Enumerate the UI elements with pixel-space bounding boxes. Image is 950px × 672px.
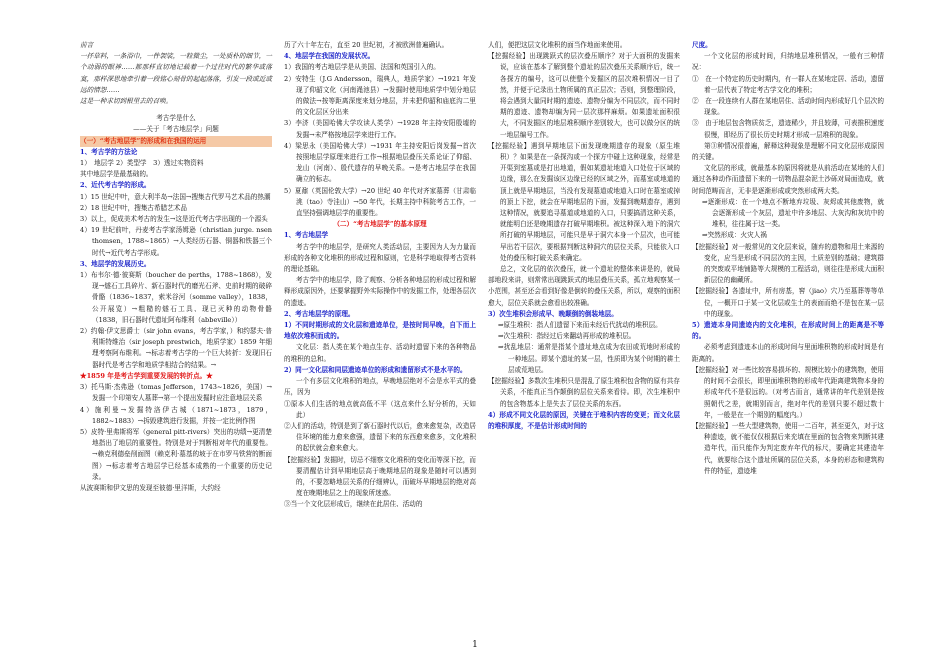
paragraph: 【挖掘经验】出现跳跃式的层次叠压顺序？对于大面积的发掘来说，应该在基本了解到整个遗址的层次叠压关系顺序后，统一各探方的编号，这可以使整个发掘区的层次堆积情况一目了然，并便于记录出土物所属的真正层次；否则，到整理阶段，将会遇到大量同时期的遗迹、遗物分编为不同层次，而不同时期的遗迹、遗物却编为同一层次那样麻烦。如果遗址面积很大，不同发掘区的地层堆积顺序差别较大，也可以做分区的统一地层编号工作。 xyxy=(488,52,680,139)
paragraph: 4）形成不同文化层的原因，关键在于堆积内容的变更；而文化层的堆积厚度，不是估计形成时间的 xyxy=(488,410,680,430)
paragraph: 4）19 世纪前叶，丹麦考古学家汤姆逊（christian jurge. nsen thomsen，1788~1865）→人类经历石器、铜器和铁器三个时代→近代考古学形成。 xyxy=(80,226,272,257)
paragraph: ⇒突然形成：火灾人祸 xyxy=(702,231,767,240)
paragraph: ② 在一段连续有人群在某地居住、活动时间内形成好几个层次的现象。 xyxy=(692,97,884,117)
paragraph: 3、地层学的发展历史。 xyxy=(80,259,151,268)
paragraph: 1、考古地层学 xyxy=(284,231,329,240)
paragraph: 【挖掘经验】发掘时，切忌不细察文化堆积的变化而等深下挖，而要清醒估计到早期地层高于晚期地层的现象是随时可以遇到的，不要忽略地层关系的仔细辨认，而破坏早期地层的绝对高度在晚期地层之上的现象所迷惑。 xyxy=(284,455,476,498)
paragraph: 2）18 世纪中叶，搜集古希腊艺术品 xyxy=(80,203,187,212)
column-2 xyxy=(284,40,476,511)
paragraph: 一抔草料，一条浴巾，一件袈裟，一粒微尘，一处质朴的细节，一个动弱的眼神……都那样直切地记载着一个过往时代的繁华或落寞，那样深思地牵引着一段铭心刻骨的起起落落，引发一段或近或远的情怨…… xyxy=(80,52,272,94)
paragraph: 5）夏鼐（英国伦敦大学）→20 世纪 40 年代对齐家墓葬（甘肃临洮（tao）寺洼山）→50 年代，长期主持中科院考古工作，一直坚持强调地层学的重要性。 xyxy=(284,186,476,218)
paragraph: 【挖掘经验】一些大型建筑物，使用一二百年，甚至更久，对于这种遗迹，就不能仅仅根据后来充填在里面的包含物来判断其建造年代，而只能作为判定废弃年代的标尺，要确定其建造年代，就要综合这个遗址所属的层位关系，本身的形态和建筑构件的特征，遗迹堆 xyxy=(692,421,884,475)
paragraph: 【挖掘经验】对一些比较容易损坏的、规模比较小的建筑物，使用的时间不会很长，即里面堆积物的形成年代距离建筑物本身的形成年代不是很远的。（对考古而言，通常讲的年代差别是按照朝代之差，就期别而言，绝对年代的差别只要不超过数十年，一般是在一个期别的幅度内。） xyxy=(692,365,884,419)
paragraph: 1） 地层学 2）类型学 3）透过实物资料 xyxy=(80,159,204,168)
paragraph: 2、考古地层学的原理。 xyxy=(284,309,355,318)
paragraph: 2）约翰·伊文思爵士（sir john evans，考古学家，）和约瑟夫·普利斯特维治（sir joseph prestwich，地质学家）1859 年细理考察阿布维利。→标志着考古学的一个巨大转折：发现旧石器时代是考古学和地质学相结合的结果。→ xyxy=(80,327,272,369)
paragraph: 第③种情况很普遍，解释这种现象是理解不同文化层形成原因的关键。 xyxy=(692,141,884,162)
paragraph: 从波赛斯和伊文思的发现至彼德·里洋斯，大约经 xyxy=(80,483,221,492)
paragraph: 其中地层学是最基础的。 xyxy=(80,170,153,179)
paragraph: 2、近代考古学的形成。 xyxy=(80,181,151,190)
paragraph: 【挖掘经验】对一般常见的文化层来说，随弃的遗物和用土来源的变化，应当是形成不同层次的主因，土质差别的基础；建筑群的突废或平地铺路等大规模的工程活动，则往往是形成大面积新层位的幽藏所。 xyxy=(692,242,884,285)
paragraph: ⇒原生堆积：指人们遗留下来而未经后代扰动的堆积层。 xyxy=(498,321,662,330)
paragraph: ③当一个文化层形成后，继续在此居住、活动的 xyxy=(284,500,423,509)
paragraph: ③ 由于地层包含物质贫乏，遗迹稀少，并且较薄，可表推积速度很慢，即经历了很长历史时期才形成一层堆积的现象。 xyxy=(692,119,884,139)
paragraph: 文化层：指人类在某个地点生存、活动时遗留下来的各种物品的堆积的总和。 xyxy=(284,343,476,363)
paragraph: 考古学是什么 xyxy=(156,114,196,123)
paragraph: 5）皮特·里弗斯将军（general pitt-rivers）突出的功绩→更清楚地指出了地层的重要性。特别是对于判断相对年代的重要性。→赖克利德垒削面图（赖克利·墓基的坡于在市罗马铁营的断面图）→标志着考古地层学已经基本成熟的一个重要的历史记录。 xyxy=(80,427,272,481)
paragraph: ——关于「考古地层学」问题 xyxy=(133,125,219,134)
paragraph: 必须考虑到遗迹本山的形成时间与里面堆积物的形成时间是有距离的。 xyxy=(692,343,884,363)
paragraph: 尺度。 xyxy=(692,41,712,49)
paragraph: 1）15 世纪中叶，意大利半岛→法国→搜集古代罗马艺术品的热潮 xyxy=(80,192,271,201)
paragraph: 人们，便把这层文化堆积的面当作地面来使用。 xyxy=(488,41,627,49)
paragraph: 这是一种求切到根里去的召唤。 xyxy=(80,97,173,106)
paragraph: 1、考古学的方法论 xyxy=(80,147,138,156)
paragraph: ⇒扰乱地层：通常是指某个遗址地点成为农田或荒地时形成的一种地层。即某个遗址的某一层，性质即为某个时期的耕土层或荒地层。 xyxy=(498,343,680,374)
paragraph: ⇒逐渐形成：在一个地点不断地弃垃圾、灰烬或其他废物，就会逐渐形成一个灰层，遗址中许多地层、大灰沟和灰坑中的堆积，往往属于这一类。 xyxy=(702,197,884,229)
column-1 xyxy=(80,40,272,494)
paragraph: 5）遗迹本身同遗迹内的文化堆积，在形成时间上的距离是不等的。 xyxy=(692,321,884,341)
paragraph: 4）梁思永（美国哈佛大学）→1931 年主持安阳后岗发掘→首次按照地层学原理来进行工作→根据地层叠压关系论证了仰韶、龙山（河南）、殷代遗存的早晚关系。→是考古地层学在我国确立的标志。 xyxy=(284,141,476,184)
paragraph: 2）同一文化层和同层遗迹单位的形成和遗留形式不是水平的。 xyxy=(284,365,467,374)
paragraph: 总之，文化层的依次叠压，就一个遗址的整体来讲是的，就局部地段来讲，则常常出现跳跃式的地层叠压关系，孤立地观察某一小范围，甚至还会看到好像是倒转的叠压关系，所以，观察的面积愈大，层位关系就会愈看出较准确。 xyxy=(488,265,680,307)
page-number: 1 xyxy=(472,640,478,650)
paragraph: 【挖掘经验】遇到早期地层下面发现晚期遗存的现象（原生堆积）？如果是在一条探沟或一个探方中碰上这种现象，经常是开渠到室墓或是打出地道，假如某遗址地道入口处位于区域的边缘，那么在发掘该区边缘已经的区域之外，而墓室或地道的顶上就是早期地层，当没有发现墓道或地道入口时在墓室或掉的顶上下挖，就会在早期地层的下面，发掘到晚期遗存，遇到这种情况，就要追寻墓道或地道的入口，只要搞清这种关系，就能明白还是晚期遗存打破早期堆积。被这种深入地下的洞穴所打破的早期地层，可能只是早于洞穴本身一个层次，也可能早出若干层次，要根据判断这种洞穴的层位关系，只能依入口处的叠压和打破关系来确定。 xyxy=(488,141,680,262)
paragraph: 考古学中的地层学，是研究人类活动层，主要因为人为力量而形成的各种文化堆积的形成过程和原则，它是科学地取得考古资料的理论基础。 xyxy=(284,242,476,274)
paragraph: 一个文化层的形成时间，归纳地层堆积情况，一般有三种情况： xyxy=(692,52,884,72)
paragraph: ⇒次生堆积：指经过后来翻动再形成的堆积层。 xyxy=(498,332,636,341)
paragraph: ②人们的活动，特别是到了新石器时代以后，愈来愈复杂，改造居住环境的能力愈来愈强，遗留下来的东西愈来愈多，文化堆积的起伏就会愈来愈大。 xyxy=(284,421,476,453)
paragraph: （一）“考古地层学”的形成和在我国的运用 xyxy=(80,136,272,147)
paragraph: ①原本人们生活的地点就高低不平（这点来什么好分析的，天如此） xyxy=(284,399,476,419)
paragraph: 3）以上，促成美术考古的发生→这是近代考古学出现的一个源头 xyxy=(80,215,268,224)
paragraph: 1）我国的考古地层学是从美国、法国和英国引入的。 xyxy=(284,63,440,72)
paragraph: 【挖掘经验】多数次生堆积只是混乱了原生堆积包含物的原有共存关系，不能真正当作颠倒的层位关系来看待。即，次生堆积中的包含物基本上是失去了层位关系的东西。 xyxy=(488,377,680,408)
paragraph: 1）布韦尔·德·彼赛斯（boucher de perths，1788~1868），发现→燧石工具碎片、新石器时代的磨光石斧、史前时期的破碎骨骼（1836~1837，索米谷河（somme valley），1838，公开展览）→粗糙的燧石工具、现已灭种的动物骨骼（1838，旧石器时代遗址阿布维利（abbeville）） xyxy=(80,271,272,324)
column-4 xyxy=(692,40,884,477)
paragraph: 3）次生堆积会形成早、晚颠倒的倒装地层。 xyxy=(488,309,618,318)
paragraph: （二）“考古地层学”的基本原理 xyxy=(333,220,427,229)
paragraph: 【挖掘经验】各遗址中，所有房基，窖（jiao）穴乃至墓葬等等单位，一概开口于某一文化层或生土的表面而绝不是包在某一层中的现象。 xyxy=(692,287,884,318)
paragraph: 4、地层学在我国的发展状况。 xyxy=(284,52,375,61)
paragraph: ① 在一个特定的历史时期内，有一群人在某地定居、活动，遗留着一层代表了特定考古学文化的堆积； xyxy=(692,74,884,94)
paragraph: 4）施利曼→发掘特洛伊古城（1871~1873，1879，1882~1883）→拆毁建筑进行发掘，并按一定比例作图 xyxy=(80,405,272,425)
column-3 xyxy=(488,40,680,432)
paragraph: 文化层的形成，就最基本的原因将就是从前活动在某地的人们通过各种动作而遗留下来的一切物品混杂泥土沙砾对局面造成，就时间范畴而言，无非是逐渐形成或突然形成两大类。 xyxy=(692,164,884,195)
paragraph: 考古学中的地层学，除了观察、分析各种地层的形成过程和解释形成原因外，还要掌握野外实际操作中的发掘工作，处理各层次的遗迹。 xyxy=(284,276,476,307)
paragraph: 3）托马斯·杰弗逊（tomas Jefferson，1743~1826，美国）→发掘一个印第安人墓葬→第一个提出发掘时应注意地层关系 xyxy=(80,383,272,403)
paragraph: 历了六十年左右，直至 20 世纪初，才被欧洲普遍确认。 xyxy=(284,41,449,49)
paragraph: ★1859 年是考古学到重要发展的转折点。★ xyxy=(80,371,213,380)
paragraph: 1）不同时期形成的文化层和遗迹单位，是按时间早晚，自下而上地依次堆积而成的。 xyxy=(284,321,476,341)
paragraph: 前言 xyxy=(80,41,94,49)
paragraph: 2）安特生（J.G Andersson，瑞典人，地质学家）→1921 年发现了仰韶文化（河南渑池县）→发掘时使用地质学中划分地层的做法→按等距离深度来划分地层，并未把仰韶和庙底沟二里的文化层区分出来 xyxy=(284,74,476,117)
paragraph: 一个有多层文化堆积的地点，早晚地层绝对不会是水平式的叠压，因为 xyxy=(284,377,476,397)
paragraph: 3）李济（美国哈佛大学攻读人类学）→1928 年主持安阳殷墟的发掘→未严格按地层学来进行工作。 xyxy=(284,119,476,139)
